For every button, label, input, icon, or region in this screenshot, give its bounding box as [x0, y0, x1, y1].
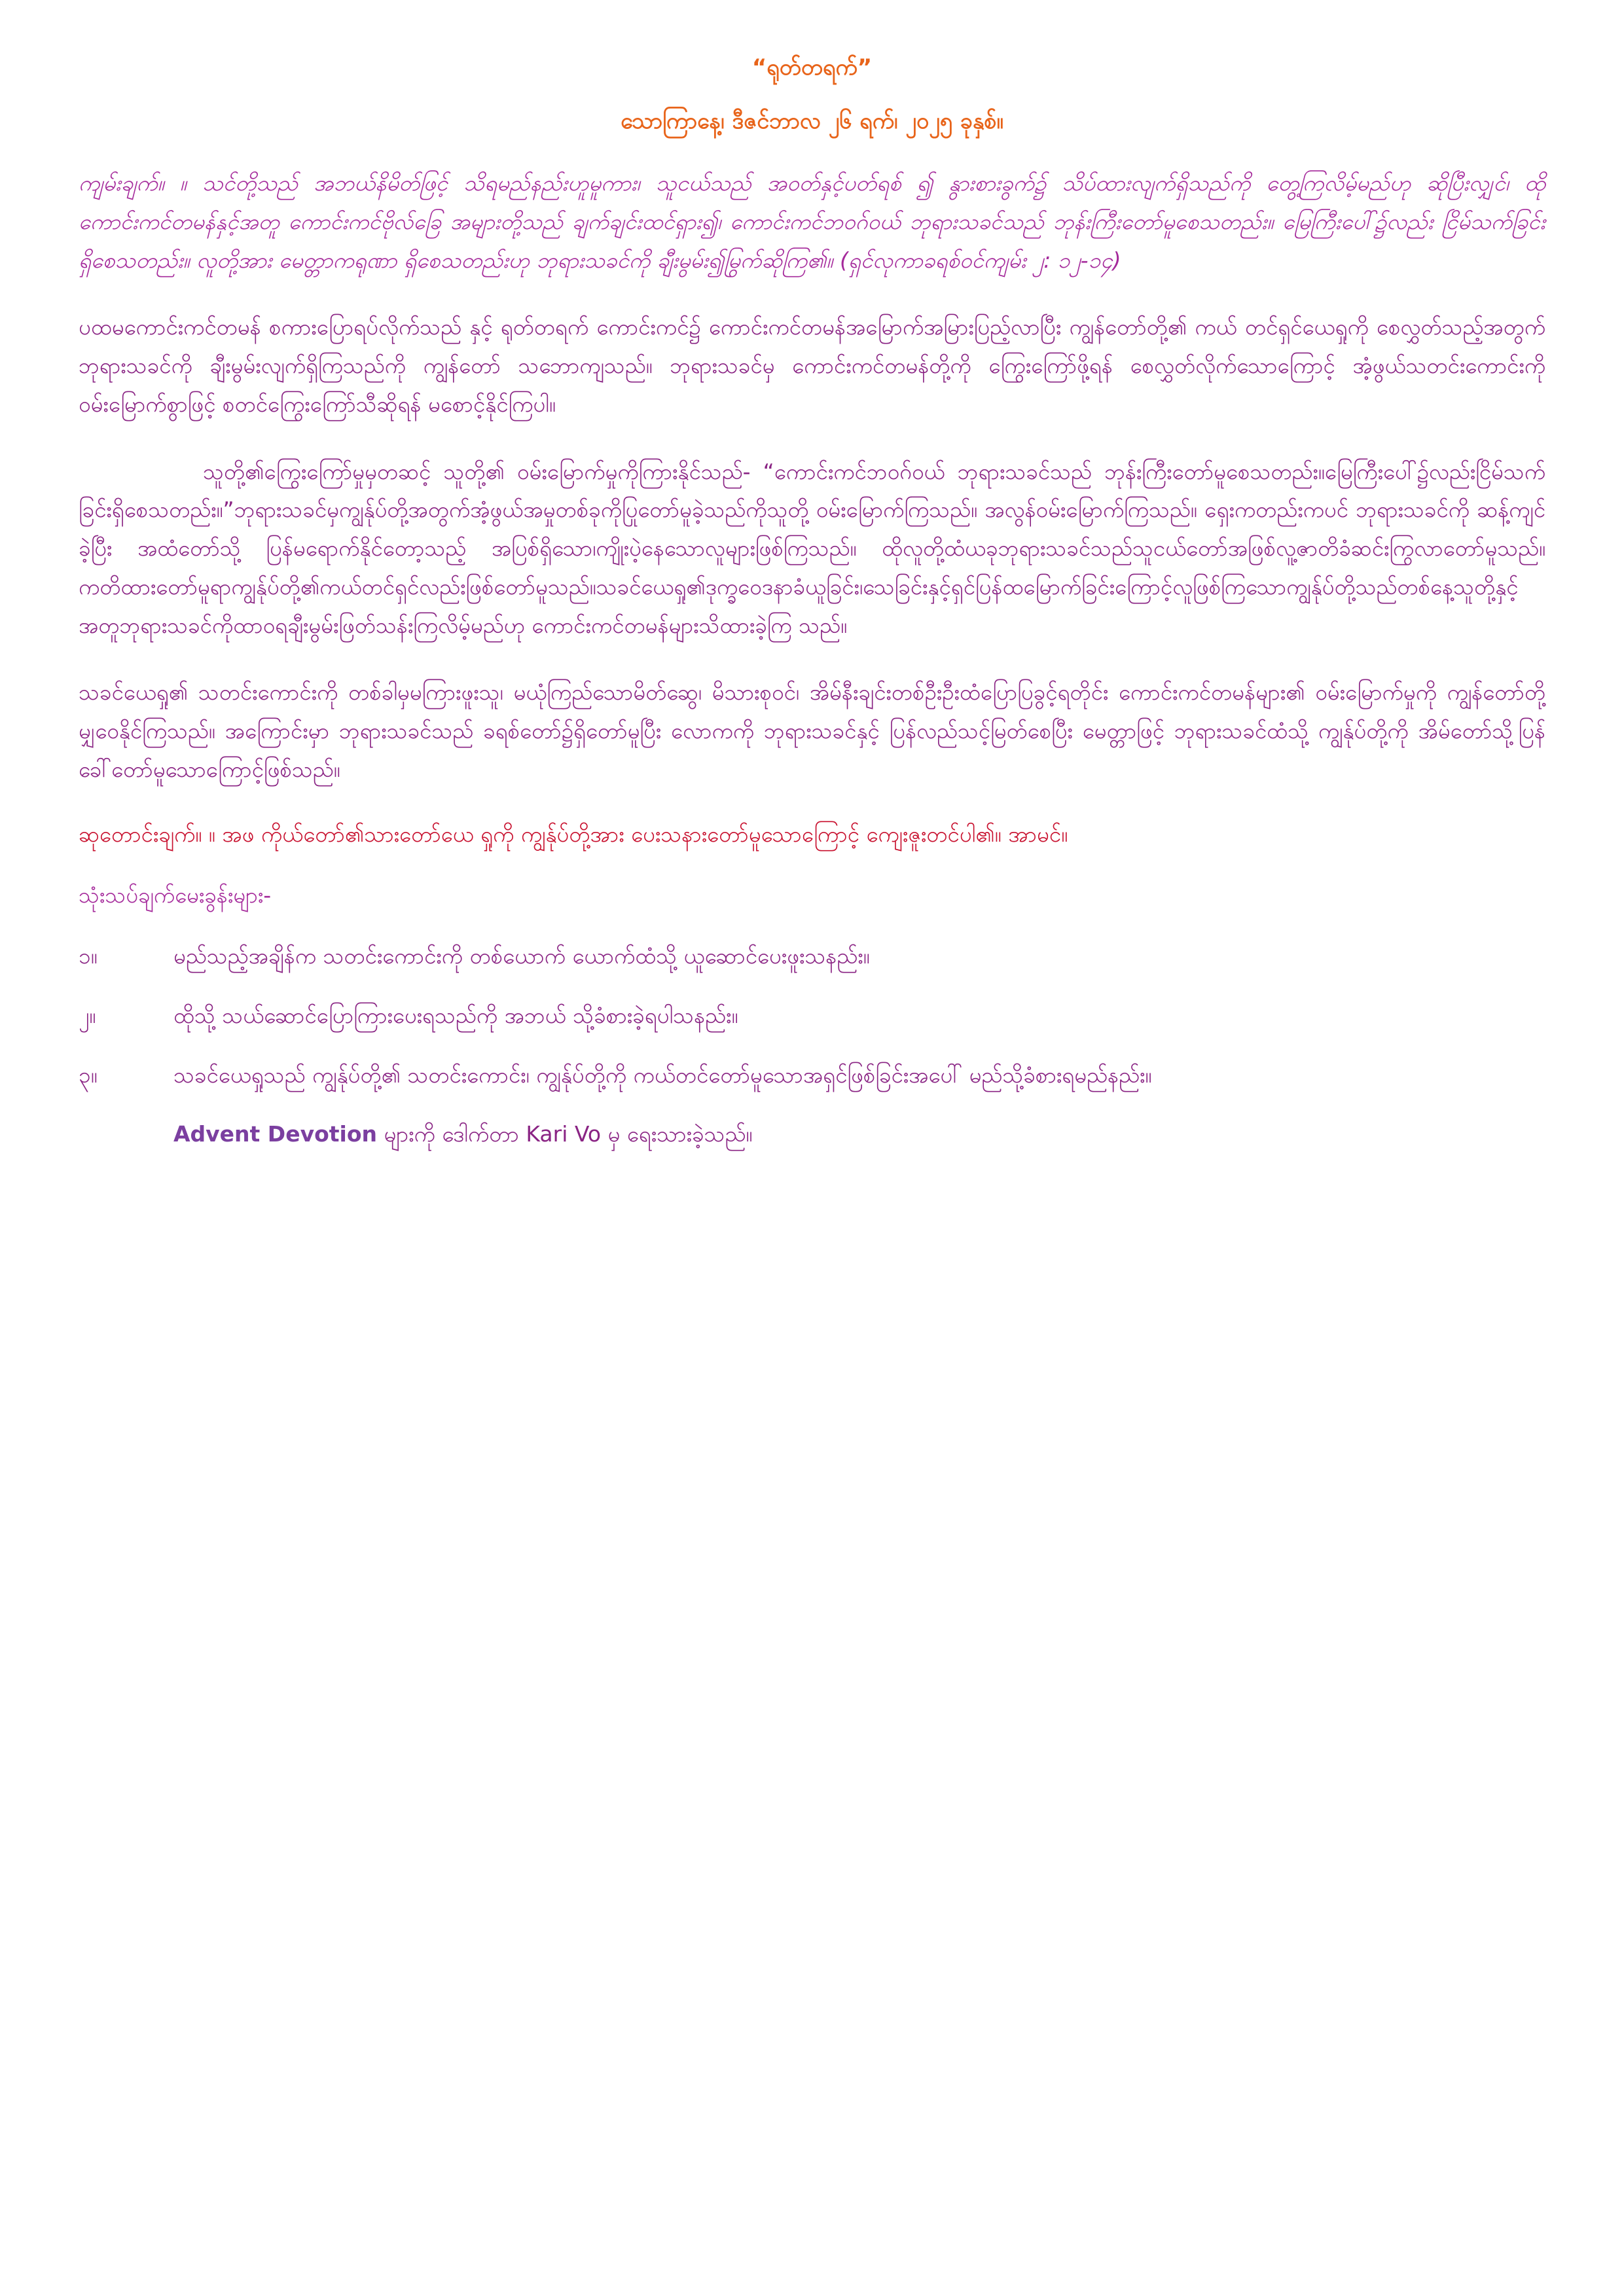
devotion-date: သောကြာနေ့၊ ဒီဇင်ဘာလ ၂၆ ရက်၊ ၂၀၂၅ ခုနှစ်။ [621, 107, 1003, 134]
body-paragraph-2: သူတို့၏ကြွေးကြော်မှုမှတဆင့် သူတို့၏ ဝမ်းမြောက်မှုကိုကြားနိုင်သည်- “ကောင်းကင်ဘဝဂ်ဝယ် ဘုရားသခင်သည် ဘုန်းကြီးတော်မူစေသတည်း။မြေကြီးပေါ်၌လည်းငြိမ်သက်ခြင်းရှိစေသတည်း။”ဘုရားသခင်မှကျွန်ုပ်တို့အတွက်အံ့ဖွယ်အမှုတစ်ခုကိုပြုတော်မူခဲ့သည်ကိုသူတို့ ဝမ်းမြောက်ကြသည်။ အလွန်ဝမ်းမြောက်ကြသည်။ ရှေးကတည်းကပင် ဘုရားသခင်ကို ဆန့်ကျင်ခဲ့ပြီး အထံတော်သို့ ပြန်မရောက်နိုင်တော့သည့် အပြစ်ရှိသော၊ကျိုးပဲ့နေသောလူများဖြစ်ကြသည်။ ထိုလူတို့ထံယခုဘုရားသခင်သည်သူငယ်တော်အဖြစ်လူ့ဇာတိခံဆင်းကြွလာတော်မူသည်။ ကတိထားတော်မူရာကျွန်ုပ်တို့၏ကယ်တင်ရှင်လည်းဖြစ်တော်မူသည်။သခင်ယေရှု၏ဒုက္ခဝေဒနာခံယူခြင်း၊သေခြင်းနှင့်ရှင်ပြန်ထမြောက်ခြင်းကြောင့်လူဖြစ်ကြသောကျွန်ုပ်တို့သည်တစ်နေ့သူတို့နှင့်အတူဘုရားသခင်ကိုထာဝရချီးမွမ်းဖြတ်သန်းကြလိမ့်မည်ဟု ကောင်းကင်တမန်များသိထားခဲ့ကြ သည်။ [79, 458, 1545, 638]
page-title: “ရုတ်တရက်” [751, 54, 873, 81]
question-item [79, 1058, 1545, 1093]
body-paragraph-3: သခင်ယေရှု၏ သတင်းကောင်းကို တစ်ခါမှမကြားဖူးသူ၊ မယုံကြည်သောမိတ်ဆွေ၊ မိသားစုဝင်၊ အိမ်နီးချင်းတစ်ဦးဦးထံပြောပြခွင့်ရတိုင်း ကောင်းကင်တမန်များ၏ ဝမ်းမြောက်မှုကို ကျွန်တော်တို့ မျှဝေနိုင်ကြသည်။ အကြောင်းမှာ ဘုရားသခင်သည် ခရစ်တော်၌ရှိတော်မူပြီး လောကကို ဘုရားသခင်နှင့် ပြန်လည်သင့်မြတ်စေပြီး မေတ္တာဖြင့် ဘုရားသခင်ထံသို့ ကျွန်ုပ်တို့ကို အိမ်တော်သို့ပြန်ခေါ်တော်မူသောကြောင့်ဖြစ်သည်။ [79, 679, 1545, 782]
author-credit [173, 1117, 1545, 1152]
question-text: ထိုသို့ သယ်ဆောင်ပြောကြားပေးရသည်ကို အဘယ် သို့ခံစားခဲ့ရပါသနည်း။ [173, 1002, 738, 1028]
body-paragraph-1: ပထမကောင်းကင်တမန် စကားပြောရပ်လိုက်သည် နှင့် ရုတ်တရက် ကောင်းကင်၌ ကောင်းကင်တမန်အမြောက်အမြားပြည့်လာပြီး ကျွန်တော်တို့၏ ကယ် တင်ရှင်ယေရှုကို စေလွှတ်သည့်အတွက် ဘုရားသခင်ကို ချီးမွမ်းလျက်ရှိကြသည်ကို ကျွန်တော် သဘောကျသည်။ ဘုရားသခင်မှ ကောင်းကင်တမန်တို့ကို ကြွေးကြော်ဖို့ရန် စေလွှတ်လိုက်သောကြောင့် အံ့ဖွယ်သတင်းကောင်းကို ဝမ်းမြောက်စွာဖြင့် စတင်ကြွေးကြော်သီဆိုရန် မစောင့်နိုင်ကြပါ။ [79, 314, 1545, 417]
scripture-passage: ကျမ်းချက်။ ။ သင်တို့သည် အဘယ်နိမိတ်ဖြင့် သိရမည်နည်းဟူမူကား၊ သူငယ်သည် အဝတ်နှင့်ပတ်ရစ် ၍ နွားစားခွက်၌ သိပ်ထားလျက်ရှိသည်ကို တွေ့ကြလိမ့်မည်ဟု ဆိုပြီးလျှင်၊ ထိုကောင်းကင်တမန်နှင့်အတူ ကောင်းကင်ဗိုလ်ခြေ အများတို့သည် ချက်ချင်းထင်ရှား၍၊ ကောင်းကင်ဘဝဂ်ဝယ် ဘုရားသခင်သည် ဘုန်းကြီးတော်မူစေသတည်း။ မြေကြီးပေါ်၌လည်း ငြိမ်သက်ခြင်း ရှိစေသတည်း။ လူတို့အား မေတ္တာကရုဏာ ရှိစေသတည်းဟု ဘုရားသခင်ကို ချီးမွမ်း၍မြွက်ဆိုကြ၏။ (ရှင်လုကာခရစ်ဝင်ကျမ်း ၂: ၁၂-၁၄) [79, 170, 1545, 273]
question-text: သခင်ယေရှုသည် ကျွန်ုပ်တို့၏ သတင်းကောင်း၊ ကျွန်ုပ်တို့ကို ကယ်တင်တော်မူသောအရှင်ဖြစ်ခြင်းအပေါ် မည်သို့ခံစားရမည်နည်း။ [173, 1062, 1152, 1088]
credit-title: Advent Devotion [173, 1121, 378, 1147]
question-item [79, 939, 1545, 974]
question-item [79, 999, 1545, 1033]
question-number: ၃။ [79, 1062, 98, 1088]
credit-text: များကို ဒေါက်တာ Kari Vo မှ ရေးသားခဲ့သည်။ [377, 1121, 753, 1147]
prayer-text: ဆုတောင်းချက်။ ။ အဖ ကိုယ်တော်၏သားတော်ယေ ရှုကို ကျွန်ုပ်တို့အား ပေးသနားတော်မူသောကြောင့် ကျေးဇူးတင်ပါ၏။ အာမင်။ [79, 821, 1068, 848]
question-number: ၁။ [79, 943, 98, 969]
question-text: မည်သည့်အချိန်က သတင်းကောင်းကို တစ်ယောက် ယောက်ထံသို့ ယူဆောင်ပေးဖူးသနည်း။ [173, 943, 870, 969]
questions-heading: သုံးသပ်ချက်မေးခွန်းများ- [79, 882, 272, 908]
question-number: ၂။ [79, 1002, 96, 1028]
